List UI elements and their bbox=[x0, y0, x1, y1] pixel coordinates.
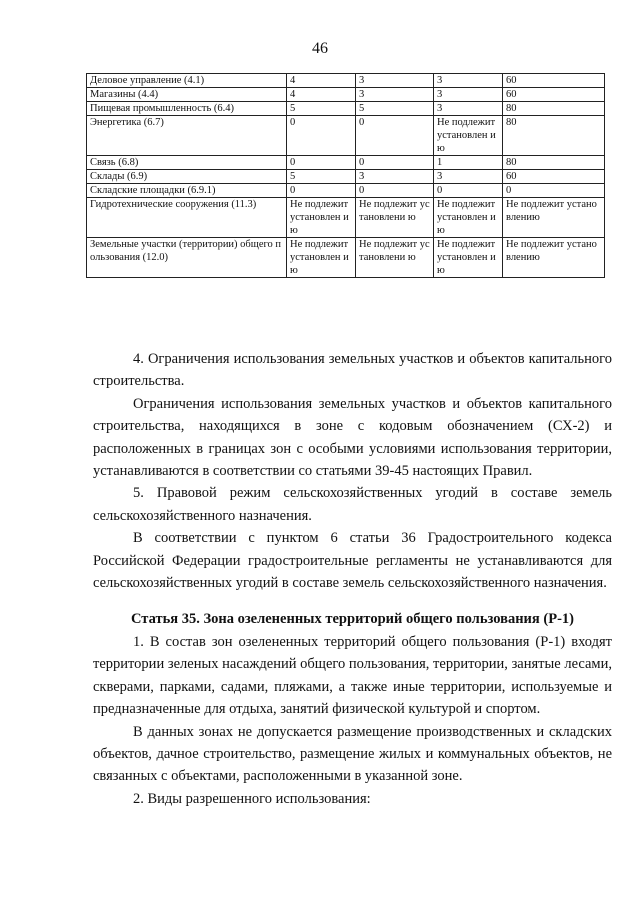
table-cell-value: Не подлежит установлени ю bbox=[356, 238, 434, 278]
table-cell-name: Связь (6.8) bbox=[87, 156, 287, 170]
table-cell-value: 3 bbox=[434, 170, 503, 184]
table-row bbox=[87, 116, 605, 156]
article-paragraph-1: 1. В состав зон озелененных территорий общего пользования (Р-1) входят территории зеленых насаждений общего пользования, территории, занятые лесами, скверами, парками, садами, пляжами, а также иные территории, используемые и предназначенные для отдыха, занятий физической культурой и спортом. bbox=[93, 633, 612, 718]
table-cell-value: Не подлежит установлению bbox=[503, 198, 605, 238]
table-row bbox=[87, 102, 605, 116]
table-cell-name: Склады (6.9) bbox=[87, 170, 287, 184]
table-cell-value: 5 bbox=[287, 170, 356, 184]
table-cell-name: Пищевая промышленность (6.4) bbox=[87, 102, 287, 116]
section-5-title: 5. Правовой режим сельскохозяйственных угодий в составе земель сельскохозяйственного назначения. bbox=[93, 485, 612, 524]
table-cell-value: Не подлежит установлен ию bbox=[434, 238, 503, 278]
table-cell-name: Земельные участки (территории) общего пользования (12.0) bbox=[87, 238, 287, 278]
table-cell-value: 0 bbox=[434, 184, 503, 198]
table-cell-name: Энергетика (6.7) bbox=[87, 116, 287, 156]
table-cell-value: Не подлежит установлен ию bbox=[434, 198, 503, 238]
table-cell-value: 0 bbox=[287, 184, 356, 198]
table-cell-value: 80 bbox=[503, 116, 605, 156]
table-cell-name: Деловое управление (4.1) bbox=[87, 74, 287, 88]
section-4-title: 4. Ограничения использования земельных участков и объектов капитального строительства. bbox=[93, 351, 612, 390]
table-cell-value: 0 bbox=[287, 116, 356, 156]
table-cell-value: 80 bbox=[503, 102, 605, 116]
article-heading: Статья 35. Зона озелененных территорий общего пользования (Р-1) bbox=[131, 611, 574, 628]
table-cell-value: 3 bbox=[434, 88, 503, 102]
document-body bbox=[93, 348, 612, 810]
page-number: 46 bbox=[312, 40, 328, 57]
table-cell-value: Не подлежит установлению bbox=[503, 238, 605, 278]
land-use-table bbox=[86, 73, 605, 278]
table-cell-value: 5 bbox=[356, 102, 434, 116]
table-cell-value: 60 bbox=[503, 170, 605, 184]
table-cell-value: 0 bbox=[287, 156, 356, 170]
table-cell-value: 0 bbox=[356, 116, 434, 156]
table-row bbox=[87, 198, 605, 238]
table-cell-value: 0 bbox=[356, 184, 434, 198]
table-cell-value: 0 bbox=[503, 184, 605, 198]
table-row bbox=[87, 184, 605, 198]
section-4-text: Ограничения использования земельных участков и объектов капитального строительства, находящихся в зоне с кодовым обозначением (СХ-2) и расположенных в границах зон с особыми условиями использования территории, устанавливаются в соответствии со статьями 39-45 настоящих Правил. bbox=[93, 395, 612, 480]
table-cell-value: Не подлежит установлен ию bbox=[434, 116, 503, 156]
table-row bbox=[87, 156, 605, 170]
table-cell-name: Гидротехнические сооружения (11.3) bbox=[87, 198, 287, 238]
table-cell-value: 60 bbox=[503, 88, 605, 102]
table-cell-value: 3 bbox=[356, 74, 434, 88]
table-row bbox=[87, 88, 605, 102]
table-cell-value: 4 bbox=[287, 74, 356, 88]
table-cell-value: Не подлежит установлен ию bbox=[287, 198, 356, 238]
table-cell-value: 3 bbox=[434, 74, 503, 88]
table-cell-value: 5 bbox=[287, 102, 356, 116]
article-paragraph-2: В данных зонах не допускается размещение производственных и складских объектов, дачное строительство, размещение жилых и коммунальных объектов, не связанных с объектами, расположенными в указанной зоне. bbox=[93, 723, 612, 785]
table-cell-value: Не подлежит установлен ию bbox=[287, 238, 356, 278]
table-cell-value: 3 bbox=[434, 102, 503, 116]
table-row bbox=[87, 74, 605, 88]
table-cell-value: 1 bbox=[434, 156, 503, 170]
table-cell-value: 3 bbox=[356, 88, 434, 102]
table-cell-name: Магазины (4.4) bbox=[87, 88, 287, 102]
section-5-text: В соответствии с пунктом 6 статьи 36 Градостроительного кодекса Российской Федерации градостроительные регламенты не устанавливаются для сельскохозяйственных угодий в составе земель сельскохозяйственного назначения. bbox=[93, 530, 612, 592]
table-row bbox=[87, 170, 605, 184]
table-cell-value: 0 bbox=[356, 156, 434, 170]
table-cell-name: Складские площадки (6.9.1) bbox=[87, 184, 287, 198]
table-cell-value: Не подлежит установлени ю bbox=[356, 198, 434, 238]
article-paragraph-3: 2. Виды разрешенного использования: bbox=[133, 790, 371, 807]
table-cell-value: 3 bbox=[356, 170, 434, 184]
table-row bbox=[87, 238, 605, 278]
table-cell-value: 4 bbox=[287, 88, 356, 102]
table-cell-value: 80 bbox=[503, 156, 605, 170]
table-cell-value: 60 bbox=[503, 74, 605, 88]
